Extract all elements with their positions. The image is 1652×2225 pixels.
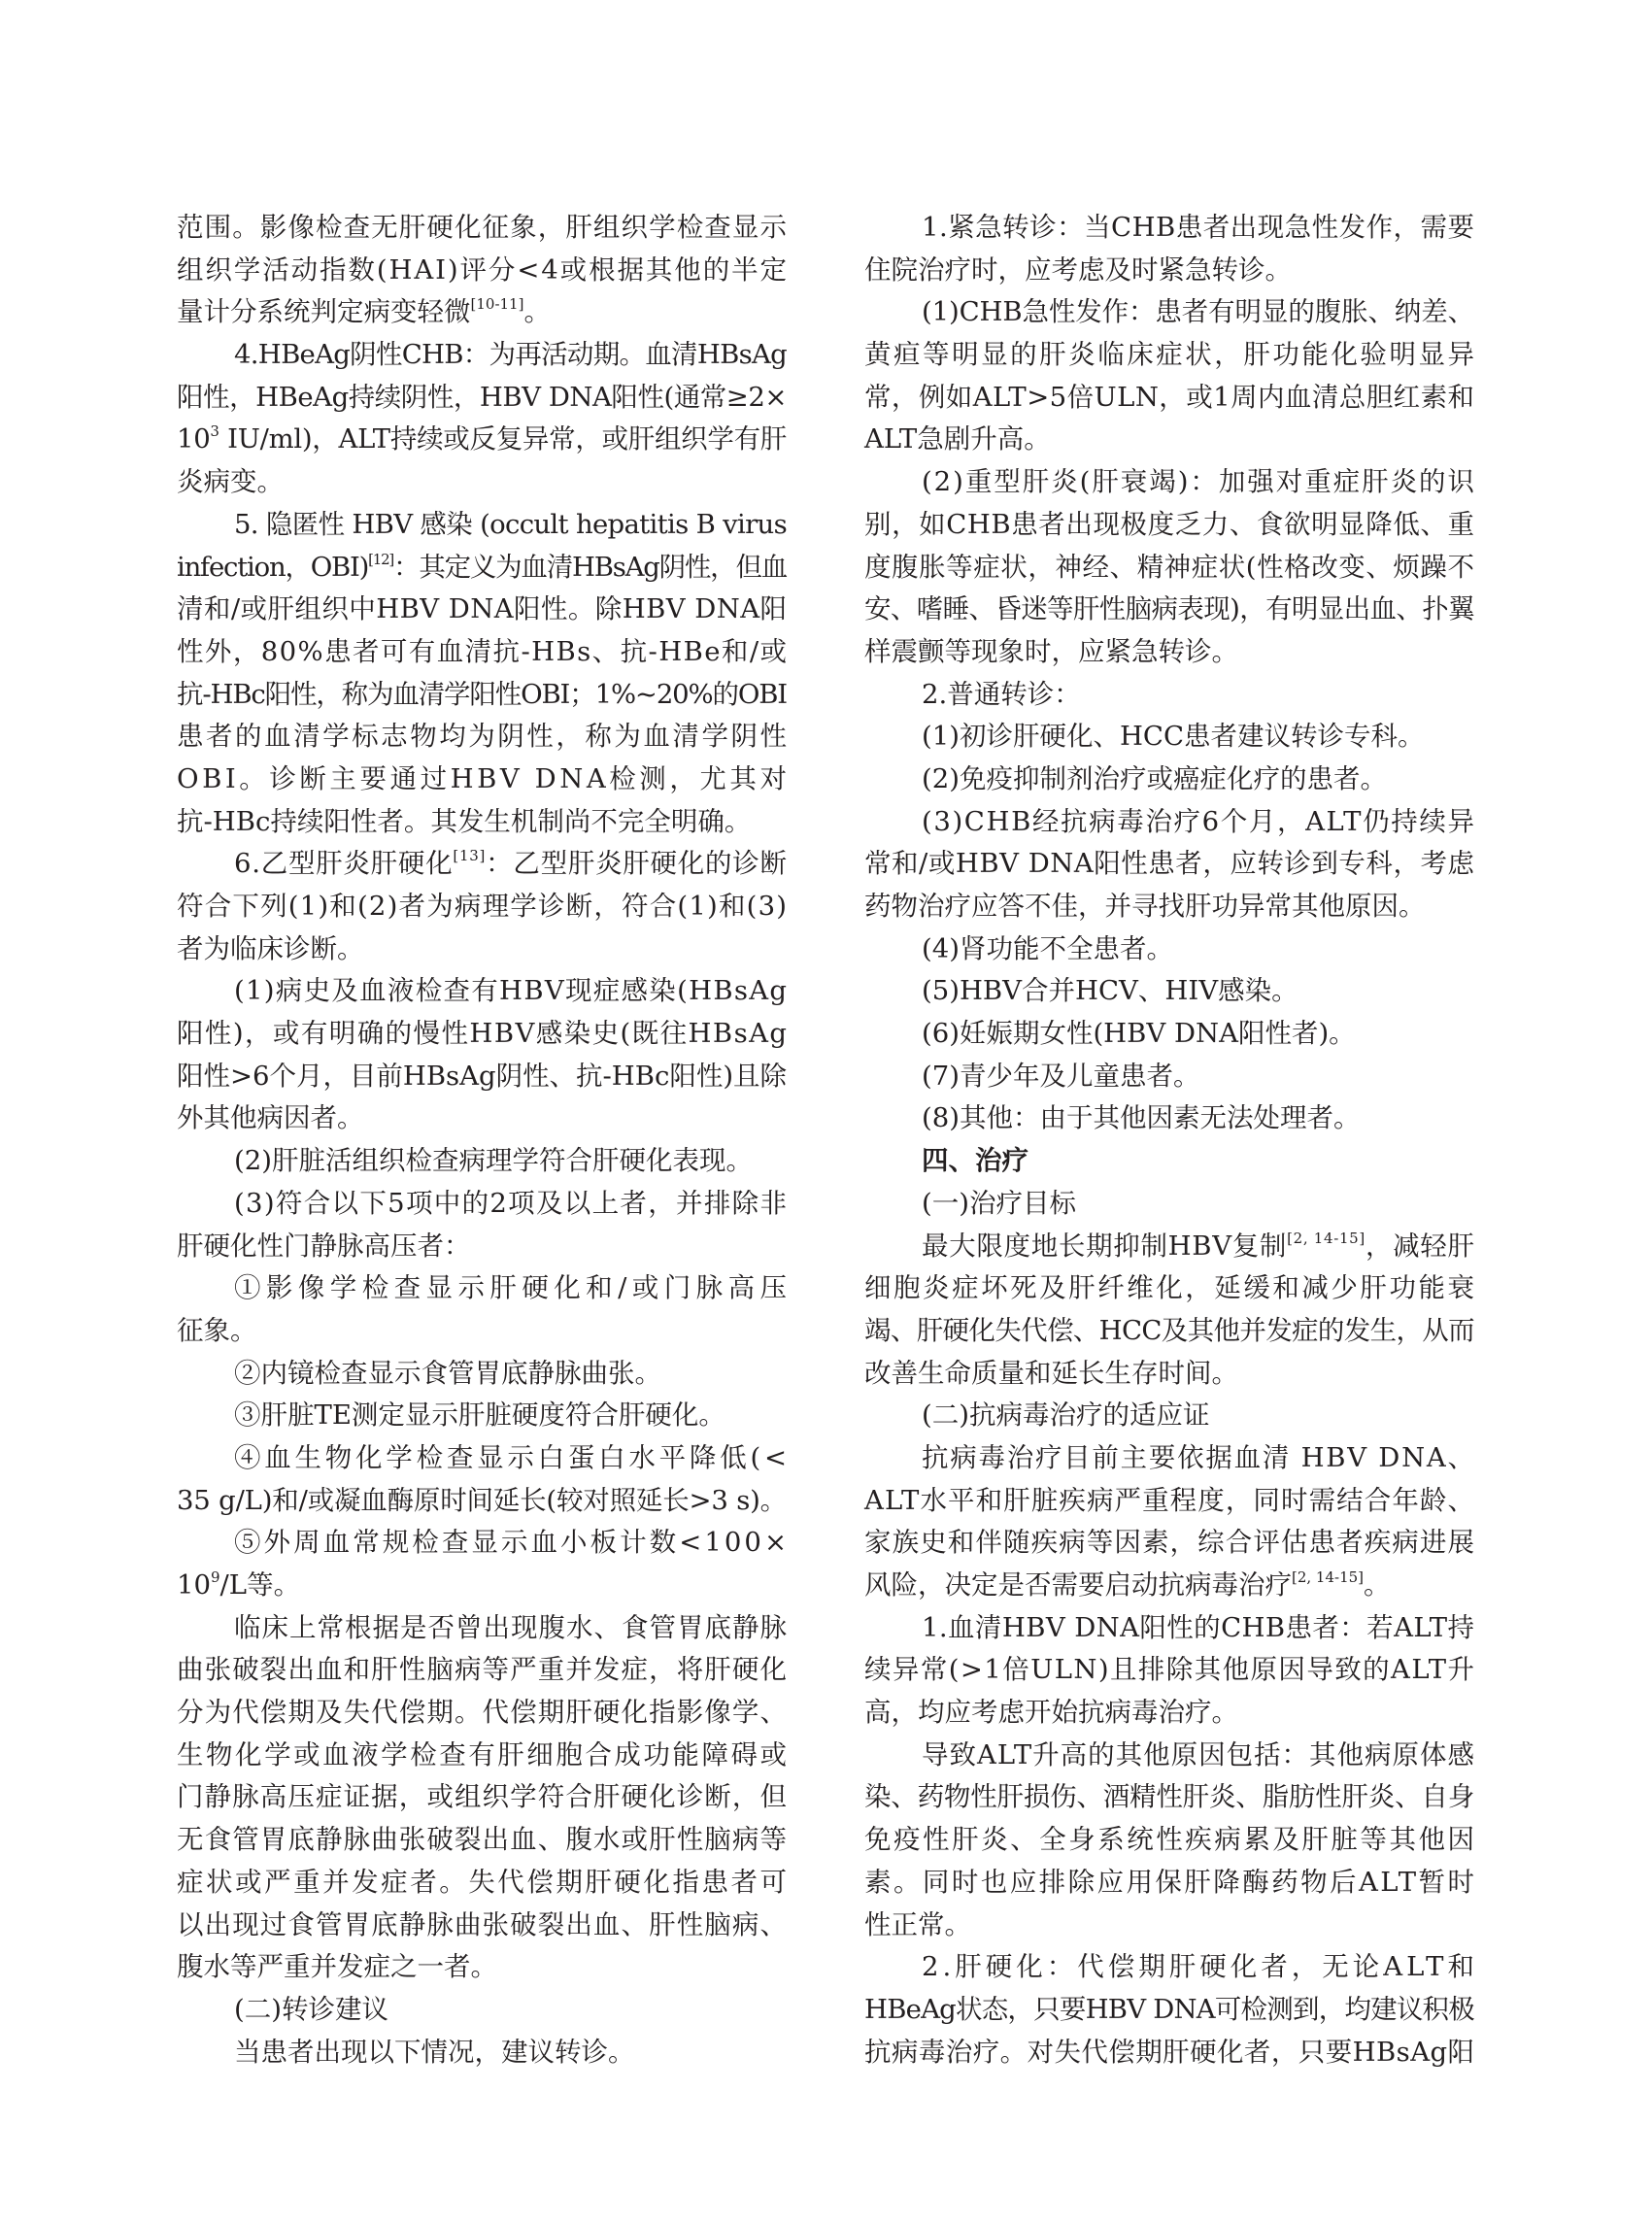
- line-text: 住院治疗时，应考虑及时紧急转诊。: [864, 253, 1292, 286]
- line-text: 风险，决定是否需要启动抗病毒治疗: [864, 1569, 1292, 1601]
- line-text: 抗-HBc阳性，称为血清学阳性OBI；1%~20%的OBI: [177, 678, 787, 710]
- line-text: (4)肾功能不全患者。: [922, 932, 1173, 964]
- text-line: [864, 1905, 1474, 1947]
- line-text: (2)肝脏活组织检查病理学符合肝硬化表现。: [234, 1145, 753, 1177]
- text-line: [177, 291, 787, 334]
- line-text: 续异常(>1倍ULN)且排除其他原因导致的ALT升: [864, 1654, 1476, 1686]
- text-line: [177, 461, 787, 504]
- line-text: 别，如CHB患者出现极度乏力、食欲明显降低、重: [864, 508, 1475, 540]
- line-text: (3)符合以下5项中的2项及以上者，并排除非: [234, 1187, 789, 1219]
- text-line: [177, 1565, 787, 1607]
- line-text: 细胞炎症坏死及肝纤维化，延缓和减少肝功能衰: [864, 1272, 1477, 1304]
- line-text: 黄疸等明显的肝炎临床症状，肝功能化验明显异: [864, 339, 1477, 371]
- text-line: [864, 1649, 1474, 1692]
- line-text: (5)HBV合并HCV、HIV感染。: [922, 975, 1298, 1007]
- text-line: [864, 250, 1474, 292]
- line-text: 10: [177, 423, 211, 455]
- text-line: [177, 1140, 787, 1183]
- text-line: [177, 1183, 787, 1226]
- section-heading: [864, 1140, 1474, 1183]
- line-text: 组织学活动指数(HAI)评分<4或根据其他的半定: [177, 253, 789, 286]
- text-line: [864, 1310, 1474, 1353]
- line-text: 量计分系统判定病变轻微: [177, 296, 471, 328]
- line-text: ALT急剧升高。: [864, 423, 1051, 455]
- text-line: [864, 461, 1474, 504]
- line-text: infection，OBI): [177, 551, 369, 583]
- text-line: [177, 928, 787, 971]
- line-text: (二)转诊建议: [234, 1993, 388, 2025]
- line-text: 门静脉高压症证据，或组织学符合肝硬化诊断，但: [177, 1781, 789, 1813]
- line-text: 样震颤等现象时，应紧急转诊。: [864, 635, 1238, 667]
- text-line: [864, 928, 1474, 971]
- text-line: [177, 886, 787, 928]
- line-text: ①影像学检查显示肝硬化和/或门脉高压: [234, 1272, 792, 1304]
- line-text: (1)初诊肝硬化、HCC患者建议转诊专科。: [922, 721, 1425, 753]
- text-line: [864, 843, 1474, 886]
- citation-superscript: [2, 14-15]: [1287, 1229, 1365, 1247]
- text-line: [177, 1607, 787, 1650]
- text-line: [864, 1267, 1477, 1310]
- text-line: [177, 843, 787, 886]
- line-text: (2)免疫抑制剂治疗或癌症化疗的患者。: [922, 762, 1387, 794]
- line-text: 清和/或肝组织中HBV DNA阳性。除HBV DNA阳: [177, 593, 788, 625]
- text-line: [177, 1226, 787, 1268]
- line-text: 4.HBeAg阴性CHB：为再活动期。血清HBsAg: [234, 339, 787, 371]
- text-line: [177, 631, 787, 674]
- line-text: 免疫性肝炎、全身系统性疾病累及肝脏等其他因: [864, 1824, 1477, 1856]
- line-text: (8)其他：由于其他因素无法处理者。: [922, 1102, 1361, 1134]
- text-line: [864, 631, 1474, 674]
- text-line: [177, 250, 787, 292]
- line-text: HBeAg状态，只要HBV DNA可检测到，均建议积极: [864, 1993, 1474, 2025]
- line-text: 性外，80%患者可有血清抗-HBs、抗-HBe和/或: [177, 635, 789, 667]
- line-text-tail: 。: [523, 296, 551, 328]
- text-line: [864, 1565, 1474, 1607]
- line-text: 抗病毒治疗目前主要依据血清 HBV DNA、: [922, 1441, 1476, 1473]
- text-line: [864, 334, 1477, 377]
- text-line: [864, 1735, 1474, 1777]
- line-text: 2.肝硬化：代偿期肝硬化者，无论ALT和: [922, 1951, 1478, 1983]
- line-text: 症状或严重并发症者。失代偿期肝硬化指患者可: [177, 1866, 790, 1898]
- text-line: [864, 801, 1474, 844]
- line-text: 性正常。: [864, 1908, 971, 1940]
- line-text: 分为代偿期及失代偿期。代偿期肝硬化指影像学、: [177, 1697, 789, 1729]
- line-text: ④血生物化学检查显示白蛋白水平降低(<: [234, 1441, 791, 1473]
- line-text: 35 g/L)和/或凝血酶原时间延长(较对照延长>3 s)。: [177, 1484, 787, 1516]
- text-line: [864, 1819, 1477, 1862]
- line-text: 常，例如ALT>5倍ULN，或1周内血清总胆红素和: [864, 381, 1475, 413]
- citation-superscript: [13]: [453, 847, 487, 865]
- line-text-tail: ：其定义为血清HBsAg阴性，但血: [393, 551, 787, 583]
- line-text: 药物治疗应答不佳，并寻找肝功异常其他原因。: [864, 891, 1426, 922]
- text-line: [177, 1395, 787, 1437]
- text-line: [864, 1183, 1474, 1226]
- text-line: [177, 589, 787, 631]
- text-line: [177, 547, 787, 590]
- line-text: ALT水平和肝脏疾病严重程度，同时需结合年龄、: [864, 1484, 1476, 1516]
- text-line: [177, 1776, 787, 1819]
- line-text: 抗病毒治疗。对失代偿期肝硬化者，只要HBsAg阳: [864, 2036, 1475, 2068]
- text-line: [177, 1013, 787, 1056]
- text-line: [864, 1776, 1474, 1819]
- text-line: [177, 1649, 787, 1692]
- line-text: 临床上常根据是否曾出现腹水、食管胃底静脉: [234, 1611, 788, 1643]
- line-text: 高，均应考虑开始抗病毒治疗。: [864, 1697, 1238, 1729]
- line-text: 者为临床诊断。: [177, 932, 364, 964]
- line-text: 炎病变。: [177, 466, 284, 498]
- text-line: [864, 716, 1474, 759]
- citation-superscript: [12]: [368, 550, 394, 568]
- text-line: [177, 1056, 787, 1098]
- line-text-tail: /L等。: [219, 1569, 301, 1601]
- line-text: 征象。: [177, 1314, 257, 1346]
- line-text: 1.紧急转诊：当CHB患者出现急性发作，需要: [922, 212, 1475, 243]
- line-text-tail: ：乙型肝炎肝硬化的诊断: [486, 848, 788, 880]
- text-line: [864, 547, 1474, 590]
- text-line: [177, 1989, 787, 2032]
- text-line: [864, 1989, 1474, 2032]
- line-text: 导致ALT升高的其他原因包括：其他病原体感: [922, 1738, 1475, 1770]
- text-line: [177, 1437, 791, 1480]
- text-line: [177, 674, 787, 717]
- line-text: 素。同时也应排除应用保肝降酶药物后ALT暂时: [864, 1866, 1477, 1898]
- line-text: 染、药物性肝损伤、酒精性肝炎、脂肪性肝炎、自身: [864, 1781, 1474, 1813]
- text-line: [864, 1353, 1474, 1396]
- text-line: [177, 970, 787, 1013]
- text-line: [864, 1522, 1474, 1565]
- line-text: 阳性，HBeAg持续阴性，HBV DNA阳性(通常≥2×: [177, 381, 787, 413]
- line-text: (3)CHB经抗病毒治疗6个月，ALT仍持续异: [922, 805, 1476, 837]
- line-text: 10: [177, 1569, 211, 1601]
- line-text: 最大限度地长期抑制HBV复制: [922, 1230, 1288, 1262]
- line-text: 6.乙型肝炎肝硬化: [234, 848, 454, 880]
- text-line: [177, 419, 787, 461]
- citation-superscript: [2, 14-15]: [1292, 1568, 1365, 1586]
- line-text: 阳性)，或有明确的慢性HBV感染史(既往HBsAg: [177, 1018, 789, 1050]
- text-line: [864, 1056, 1474, 1098]
- citation-superscript: 9: [211, 1568, 220, 1586]
- text-line: [177, 1905, 787, 1947]
- line-text: 以出现过食管胃底静脉曲张破裂出血、肝性脑病、: [177, 1908, 789, 1940]
- citation-superscript: 3: [210, 422, 219, 441]
- line-text: 范围。影像检查无肝硬化征象，肝组织学检查显示: [177, 212, 789, 243]
- text-line: [864, 207, 1474, 250]
- line-text: 常和/或HBV DNA阳性患者，应转诊到专科，考虑: [864, 848, 1475, 880]
- line-text-tail: IU/ml)，ALT持续或反复异常，或肝组织学有肝: [219, 423, 788, 455]
- text-line: [864, 377, 1474, 420]
- line-text: 当患者出现以下情况，建议转诊。: [234, 2036, 635, 2068]
- text-line: [177, 1353, 787, 1396]
- text-line: [864, 589, 1474, 631]
- text-line: [864, 1013, 1474, 1056]
- line-text: ⑤外周血常规检查显示血小板计数<100×: [234, 1527, 791, 1559]
- text-line: [864, 2032, 1474, 2074]
- line-text-tail: 。: [1364, 1569, 1391, 1601]
- line-text: ③肝脏TE测定显示肝脏硬度符合肝硬化。: [234, 1399, 725, 1432]
- text-line: [177, 716, 790, 759]
- line-text: 竭、肝硬化失代偿、HCC及其他并发症的发生，从而: [864, 1314, 1474, 1346]
- line-text: 2.普通转诊：: [922, 678, 1081, 710]
- line-text: 腹水等严重并发症之一者。: [177, 1951, 497, 1983]
- text-line: [864, 1692, 1474, 1735]
- line-text: 无食管胃底静脉曲张破裂出血、腹水或肝性脑病等: [177, 1824, 789, 1856]
- text-line: [864, 970, 1474, 1013]
- text-line: [864, 1862, 1477, 1905]
- line-text: (1)CHB急性发作：患者有明显的腹胀、纳差、: [922, 296, 1474, 328]
- text-line: [177, 1310, 787, 1353]
- line-text: 阳性>6个月，目前HBsAg阴性、抗-HBc阳性)且除: [177, 1060, 787, 1092]
- left-column: [177, 207, 792, 2073]
- text-line: [177, 759, 791, 801]
- line-text: 曲张破裂出血和肝性脑病等严重并发症，将肝硬化: [177, 1654, 789, 1686]
- text-line: [177, 801, 787, 844]
- line-text: 符合下列(1)和(2)者为病理学诊断，符合(1)和(3): [177, 891, 789, 922]
- line-text: (6)妊娠期女性(HBV DNA阳性者)。: [922, 1018, 1356, 1050]
- line-text: 家族史和伴随疾病等因素，综合评估患者疾病进展: [864, 1527, 1476, 1559]
- text-line: [177, 207, 787, 250]
- line-text: 改善生命质量和延长生存时间。: [864, 1357, 1238, 1389]
- text-line: [177, 504, 787, 547]
- text-line: [177, 1267, 792, 1310]
- text-line: [864, 886, 1474, 928]
- text-line: [177, 1522, 791, 1565]
- text-line: [177, 1735, 790, 1777]
- line-text-tail: ，减轻肝: [1365, 1230, 1475, 1262]
- line-text: ②内镜检查显示食管胃底静脉曲张。: [234, 1357, 661, 1389]
- line-text: 度腹胀等症状，神经、精神症状(性格改变、烦躁不: [864, 551, 1475, 583]
- right-column: [864, 207, 1478, 2073]
- text-line: [864, 1607, 1474, 1650]
- text-line: [864, 674, 1474, 717]
- text-line: [177, 1480, 787, 1523]
- line-text: (二)抗病毒治疗的适应证: [922, 1399, 1210, 1432]
- text-line: [177, 377, 787, 420]
- text-line: [177, 334, 787, 377]
- text-line: [177, 1097, 787, 1140]
- text-line: [864, 1226, 1474, 1268]
- line-text: (2)重型肝炎(肝衰竭)：加强对重症肝炎的识: [922, 466, 1476, 498]
- text-line: [864, 419, 1474, 461]
- text-line: [177, 1862, 790, 1905]
- text-line: [177, 1819, 787, 1862]
- text-line: [864, 1946, 1478, 1989]
- line-text: 生物化学或血液学检查有肝细胞合成功能障碍或: [177, 1738, 790, 1770]
- line-text: (1)病史及血液检查有HBV现症感染(HBsAg: [234, 975, 789, 1007]
- text-line: [177, 1692, 787, 1735]
- text-line: [864, 1480, 1474, 1523]
- text-line: [177, 1946, 787, 1989]
- line-text: (一)治疗目标: [922, 1187, 1076, 1219]
- line-text: 外其他病因者。: [177, 1102, 364, 1134]
- line-text: 患者的血清学标志物均为阴性，称为血清学阴性: [177, 721, 790, 753]
- text-line: [177, 2032, 787, 2074]
- line-text: 四、治疗: [922, 1145, 1028, 1177]
- line-text: 1.血清HBV DNA阳性的CHB患者：若ALT持: [922, 1611, 1475, 1643]
- text-line: [864, 291, 1474, 334]
- text-line: [864, 1097, 1474, 1140]
- line-text: 肝硬化性门静脉高压者：: [177, 1230, 471, 1262]
- line-text: 安、嗜睡、昏迷等肝性脑病表现)，有明显出血、扑翼: [864, 593, 1474, 625]
- text-line: [864, 504, 1474, 547]
- text-line: [864, 1395, 1474, 1437]
- text-line: [864, 759, 1474, 801]
- citation-superscript: [10-11]: [470, 295, 524, 314]
- text-line: [864, 1437, 1474, 1480]
- line-text: 抗-HBc持续阳性者。其发生机制尚不完全明确。: [177, 805, 752, 837]
- line-text: OBI。诊断主要通过HBV DNA检测，尤其对: [177, 762, 791, 794]
- line-text: 5. 隐匿性 HBV 感染 (occult hepatitis B virus: [234, 508, 787, 540]
- line-text: (7)青少年及儿童患者。: [922, 1060, 1200, 1092]
